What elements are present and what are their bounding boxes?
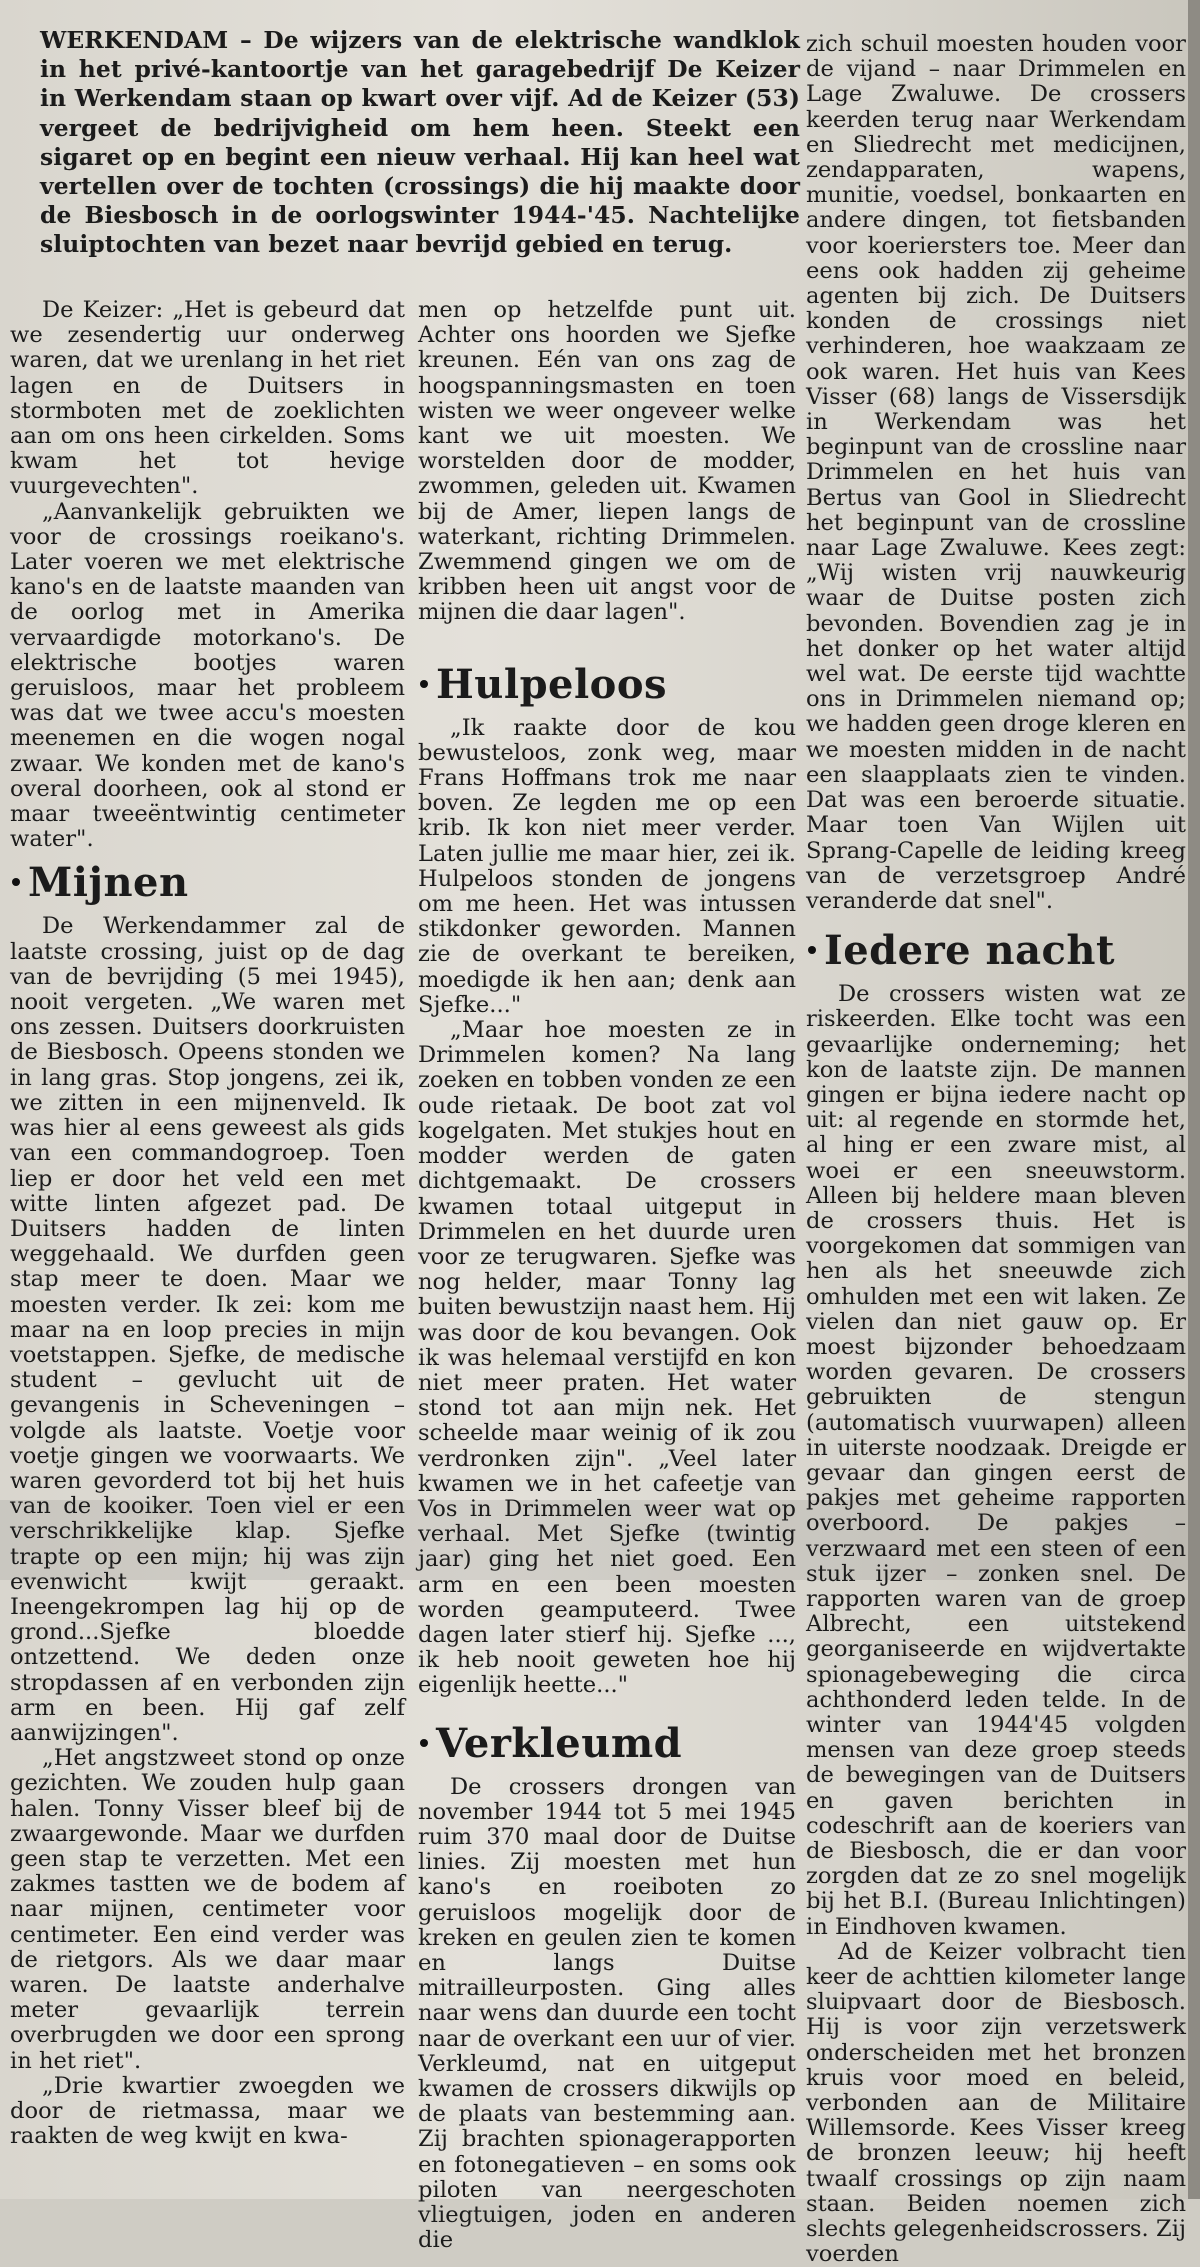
bullet-icon [420, 680, 428, 688]
paragraph: De crossers wisten wat ze riskeerden. Elke tocht was een gevaarlijke onderneming; het kon de laatste zijn. De mannen gingen er bijna iedere nacht op uit: al regende en stormde het, al hing er een zware mist, al woei er een sneeuwstorm. Alleen bij heldere maan bleven de crossers thuis. Het is voorgekomen dat sommigen van hen als het sneeuwde zich omhulden met een wit laken. Ze vielen dan niet gauw op. Er moest bijzonder behoedzaam worden gevaren. De crossers gebruikten de stengun (automatisch vuurwapen) alleen in uiterste noodzaak. Dreigde er gevaar dan gingen eerst de pakjes met geheime rapporten overboord. De pakjes – verzwaard met een steen of een stuk ijzer – zonken snel. De rapporten waren van de groep Albrecht, een uitstekend georganiseerde en wijdvertakte spionagebeweging die circa achthonderd leden telde. In de winter van 1944'45 volgden mensen van deze groep steeds de bewegingen van de Duitsers en gaven berichten in codeschrift aan de koeriers van de Biesbosch, die er dan voor zorgden dat ze zo snel mogelijk bij het B.I. (Bureau Inlichtingen) in Eindhoven kwamen. [806, 981, 1186, 1940]
lead-text: – De wijzers van de elektrische wandklok in het privé-kantoortje van het garagebedrijf De Keizer in Werkendam staan op kwart over vijf. Ad de Keizer (53) vergeet de bedrijvigheid om hem heen. Steekt een sigaret op en begint een nieuw verhaal. Hij kan heel wat vertellen over de tochten (crossings) die hij maakte door de Biesbosch in de oorlogswinter 1944-'45. Nachtelijke sluiptochten van bezet naar bevrijd gebied en terug. [40, 26, 800, 259]
bullet-icon [12, 878, 20, 886]
paragraph: De Werkendammer zal de laatste crossing, juist op de dag van de bevrijding (5 mei 1945), nooit vergeten. „We waren met ons zessen. Duitsers doorkruisten de Biesbosch. Opeens stonden we in lang gras. Stop jongens, zei ik, we zitten in een mijnenveld. Ik was hier al eens geweest als gids van een commandogroep. Toen liep er door het veld een met witte linten afgezet pad. De Duitsers hadden de linten weggehaald. We durfden geen stap meer te doen. Maar we moesten verder. Ik zei: kom me maar na en loop precies in mijn voetstappen. Sjefke, de medische student – gevlucht uit de gevangenis in Scheveningen – volgde als laatste. Voetje voor voetje gingen we voorwaarts. We waren gevorderd tot bij het huis van de kooiker. Toen viel er een verschrikkelijke klap. Sjefke trapte op een mijn; hij was zijn evenwicht kwijt geraakt. Ineengekrompen lag hij op de grond...Sjefke bloedde ontzettend. We deden onze stropdassen af en verbonden zijn arm en been. Hij gaf zelf aanwijzingen". [10, 913, 405, 1746]
paragraph: „Het angstzweet stond op onze gezichten. We zouden hulp gaan halen. Tonny Visser bleef bij de zwaargewonde. Maar we durfden geen stap te verzetten. Met een zakmes tastten we de bodem af naar mijnen, centimeter voor centimeter. Een eind verder was de rietgors. Als we daar maar waren. De laatste anderhalve meter gevaarlijk terrein overbrugden we door een sprong in het riet". [10, 1745, 405, 2074]
dateline: WERKENDAM [40, 26, 229, 54]
bullet-icon [420, 1739, 428, 1747]
subheading-hulpeloos: Hulpeloos [418, 662, 796, 708]
column-3 [806, 0, 1186, 2267]
paragraph: men op hetzelfde punt uit. Achter ons hoorden we Sjefke kreunen. Eén van ons zag de hoogspanningsmasten en toen wisten we weer ongeveer welke kant we uit moesten. We worstelden door de modder, zwommen, geleden uit. Kwamen bij de Amer, liepen langs de waterkant, richting Drimmelen. Zwemmend gingen we om de kribben heen uit angst voor de mijnen die daar lagen". [418, 297, 796, 626]
bullet-icon [808, 946, 816, 954]
page-edge-shadow [1188, 0, 1200, 2199]
paragraph: „Ik raakte door de kou bewusteloos, zonk weg, maar Frans Hoffmans trok me naar boven. Ze legden me op een krib. Ik kon niet meer verder. Laten jullie me maar hier, zei ik. Hulpeloos stonden de jongens om me heen. Het was intussen stikdonker geworden. Mannen zie de overkant te bereiken, moedigde ik hen aan; denk aan Sjefke..." [418, 714, 796, 1018]
subheading-verkleumd: Verkleumd [418, 1721, 796, 1767]
column-1 [10, 0, 405, 2199]
paragraph: De Keizer: „Het is gebeurd dat we zesendertig uur onderweg waren, dat we urenlang in het riet lagen en de Duitsers in stormboten met de zoeklichten aan om ons heen cirkelden. Soms kwam het tot hevige vuurgevechten". [10, 297, 405, 500]
paragraph: zich schuil moesten houden voor de vijand – naar Drimmelen en Lage Zwaluwe. De crossers keerden terug naar Werkendam en Sliedrecht met medicijnen, zendapparaten, wapens, munitie, voedsel, bonkaarten en andere dingen, tot fietsbanden voor koeriersters toe. Meer dan eens ook hadden zij geheime agenten bij zich. De Duitsers konden de crossings niet verhinderen, hoe waakzaam ze ook waren. Het huis van Kees Visser (68) langs de Vissersdijk in Werkendam was het beginpunt van de crossline naar Drimmelen en het huis van Bertus van Gool in Sliedrecht het beginpunt van de crossline naar Lage Zwaluwe. Kees zegt: „Wij wisten vrij nauwkeurig waar de Duitse posten zich bevonden. Bovendien zag je in het donker op het water altijd wel wat. De eerste tijd wachtte ons in Drimmelen niemand op; we hadden geen droge kleren en we moesten midden in de nacht een slaapplaats zien te vinden. Dat was een beroerde situatie. Maar toen Van Wijlen uit Sprang-Capelle de leiding kreeg van de verzetsgroep André veranderde dat snel". [806, 31, 1186, 914]
paragraph: Ad de Keizer volbracht tien keer de achttien kilometer lange sluipvaart door de Biesbosch. Hij is voor zijn verzetswerk onderscheiden met het bronzen kruis voor moed en beleid, verbonden aan de Militaire Willemsorde. Kees Visser kreeg de bronzen leeuw; hij heeft twaalf crossings op zijn naam staan. Beiden noemen zich slechts gelegenheidscrossers. Zij voerden [806, 1938, 1186, 2267]
paragraph: „Drie kwartier zwoegden we door de rietmassa, maar we raakten de weg kwijt en kwa- [10, 2072, 405, 2150]
paragraph: „Maar hoe moesten ze in Drimmelen komen? Na lang zoeken en tobben vonden ze een oude rietaak. De boot zat vol kogelgaten. Met stukjes hout en modder werden de gaten dichtgemaakt. De crossers kwamen totaal uitgeput in Drimmelen en het duurde uren voor ze terugwaren. Sjefke was nog helder, maar Tonny lag buiten bewustzijn naast hem. Hij was door de kou bevangen. Ook ik was helemaal verstijfd en kon niet meer praten. Het water stond tot aan mijn nek. Het scheelde maar weinig of ik zou verdronken zijn". „Veel later kwamen we in het cafeetje van Vos in Drimmelen weer wat op verhaal. Met Sjefke (twintig jaar) ging het niet goed. Een arm en een been moesten worden geamputeerd. Twee dagen later stierf hij. Sjefke ..., ik heb nooit geweten hoe hij eigenlijk heette..." [418, 1017, 796, 1699]
subheading-mijnen: Mijnen [10, 860, 405, 906]
paragraph: De crossers drongen van november 1944 tot 5 mei 1945 ruim 370 maal door de Duitse linies. Zij moesten met hun kano's en roeiboten zo geruisloos mogelijk door de kreken en geulen zien te komen en langs Duitse mitrailleurposten. Ging alles naar wens dan duurde een tocht naar de overkant een uur of vier. Verkleumd, nat en uitgeput kwamen de crossers dikwijls op de plaats van bestemming aan. Zij brachten spionagerapporten en fotonegatieven – en soms ook piloten van neergeschoten vliegtuigen, joden en anderen die [418, 1773, 796, 2254]
subheading-iedere-nacht: Iedere nacht [806, 928, 1186, 974]
column-2 [418, 0, 796, 2254]
paragraph: „Aanvankelijk gebruikten we voor de crossings roeikano's. Later voeren we met elektrische kano's en de laatste maanden van de oorlog met in Amerika vervaardigde motorkano's. De elektrische bootjes waren geruisloos, maar het probleem was dat we twee accu's moesten meenemen en die wogen nogal zwaar. We konden met de kano's overal doorheen, ook al stond er maar tweeëntwintig centimeter water". [10, 498, 405, 853]
